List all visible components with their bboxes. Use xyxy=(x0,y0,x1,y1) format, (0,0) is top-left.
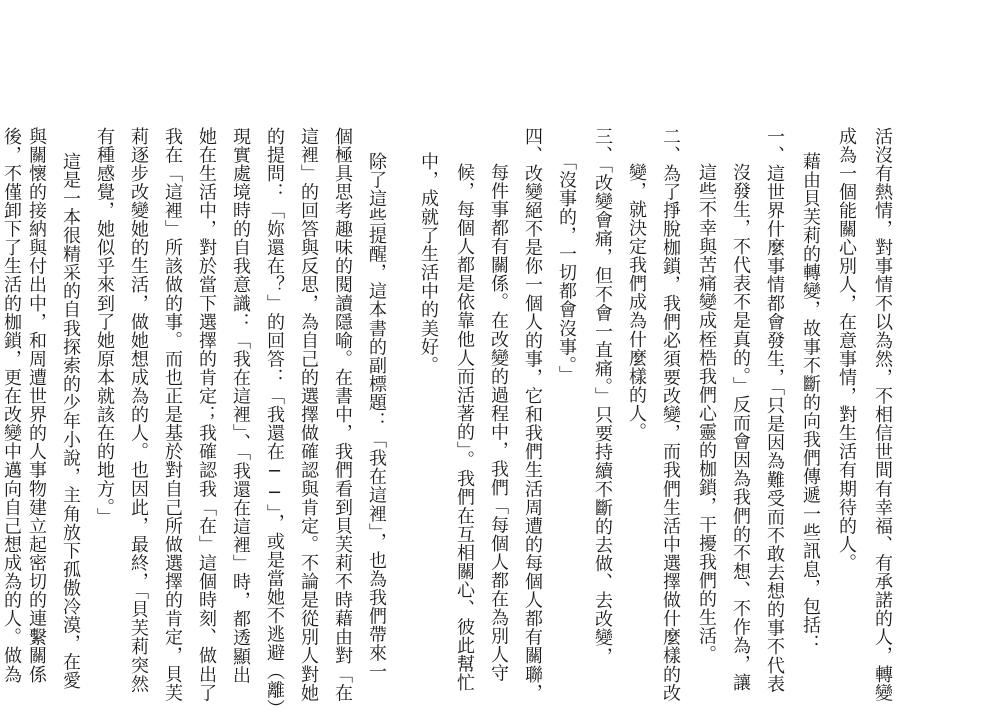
text-column: 每件事都有關係。在改變的過程中，我們「每個人都在為別人守 xyxy=(488,163,509,683)
text-column: 四、改變絕不是你一個人的事，它和我們生活周遭的每個人都有關聯， xyxy=(522,127,543,703)
text-column: 變，就決定我們成為什麼樣的人。 xyxy=(626,163,647,442)
text-column: 個極具思考趣味的閱讀隱喻。在書中，我們看到貝芙莉不時藉由對「在 xyxy=(332,127,353,703)
text-column: 後，不僅卸下了生活的枷鎖，更在改變中邁向自己想成為的人。做為 xyxy=(1,127,22,684)
text-column: 現實處境時的自我意識：「我在這裡」、「我還在這裡」時，都透顯出 xyxy=(230,127,251,685)
text-column: 除了這些提醒，這本書的副標題：「我在這裡」，也為我們帶來一 xyxy=(366,152,387,681)
text-column: 莉逐步改變她的生活，做她想成為的人。也因此，最終，「貝芙莉突然 xyxy=(128,127,149,694)
text-column: 這是一本很精采的自我探索的少年小說，主角放下孤傲冷漠，在愛 xyxy=(60,152,81,690)
text-column: 「沒事的，一切都會沒事。」 xyxy=(556,152,577,385)
text-column: 這裡」的回答與反思，為自己的選擇做確認與肯定。不論是從別人對她 xyxy=(298,127,319,703)
text-column: 我在「這裡」所該做的事。而也正是基於對自己所做選擇的肯定，貝芙 xyxy=(162,127,183,703)
text-column: 一、這世界什麼事情都會發生，「只是因為難受而不敢去想的事不代表 xyxy=(764,127,785,694)
text-column: 活沒有熱情，對事情不以為然，不相信世間有幸福、有承諾的人，轉變 xyxy=(872,127,893,703)
text-column: 二、為了掙脫枷鎖，我們必須要改變，而我們生活中選擇做什麼樣的改 xyxy=(660,127,681,703)
text-column: 與關懷的接納與付出中，和周遭世界的人事物建立起密切的連繫關係 xyxy=(26,127,47,684)
text-column: 藉由貝芙莉的轉變，故事不斷的向我們傳遞一些訊息，包括： xyxy=(800,152,821,653)
text-column: 候，每個人都是依靠他人而活著的」。我們在互相關心、彼此幫忙 xyxy=(454,163,475,692)
text-column: 成為一個能關心別人，在意事情，對生活有期待的人。 xyxy=(836,127,857,573)
text-column: 中，成就了生活中的美好。 xyxy=(418,152,439,375)
text-column: 的提問：「妳還在？」的回答：「我還在──」，或是當她不逃避（離） xyxy=(264,127,285,718)
text-column: 三、「改變會痛，但不會一直痛。」只要持續不斷的去做、去改變， xyxy=(592,127,613,666)
text-column: 她在生活中，對於當下選擇的肯定；我確認我「在」這個時刻、做出了 xyxy=(196,127,217,703)
text-column: 沒發生，不代表不是真的。」反而會因為我們的不想、不作為，讓 xyxy=(730,163,751,692)
text-column: 這些不幸與苦痛變成桎梏我們心靈的枷鎖，干擾我們的生活。 xyxy=(696,163,717,664)
text-column: 有種感覺，她似乎來到了她原本就該在的地方。」 xyxy=(94,127,115,527)
